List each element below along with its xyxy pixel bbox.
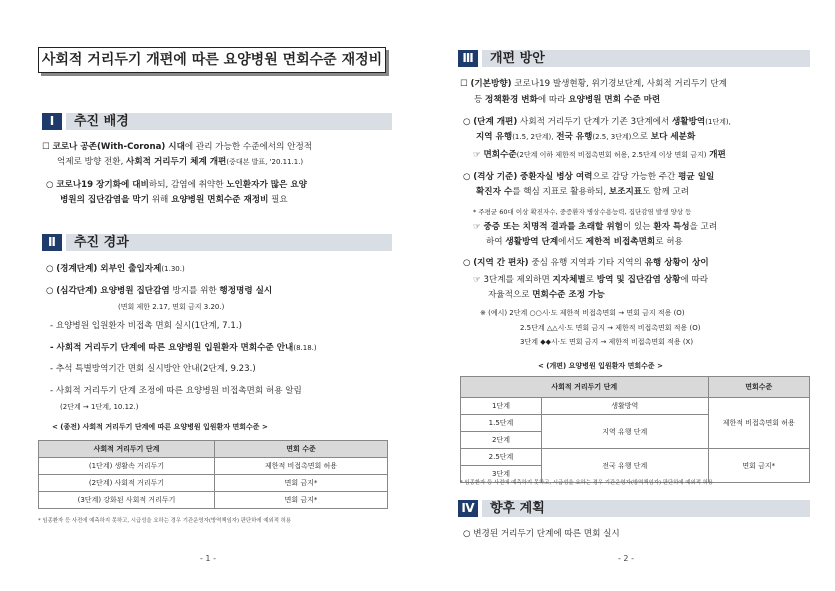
table-cell: (1단계) 생활속 거리두기	[39, 458, 215, 475]
footnote: * 임종환자 등 사전에 예측하지 못하고, 시급성을 요하는 경우 기관운영자(방역책임자) 판단하에 예외적 허용	[460, 480, 714, 486]
page-number: - 2 -	[618, 554, 634, 563]
table-cell: 제한적 비접촉면회 허용	[708, 398, 809, 449]
paragraph: ☐ 코로나 공존(With-Corona) 시대에 관리 가능한 수준에서의 안정적	[42, 142, 313, 152]
example-line: 2.5단계 △△시·도 면회 금지 → 제한적 비접촉면회 적용 (O)	[520, 324, 701, 332]
table-cell: 3단계	[461, 466, 542, 483]
table-cell: 2.5단계	[461, 449, 542, 466]
section-heading-background	[458, 500, 810, 517]
paragraph: ○ 변경된 거리두기 단계에 따른 면회 실시	[463, 529, 620, 539]
table-cell: 전국 유행 단계	[542, 449, 709, 483]
table-cell: 면회 금지*	[215, 475, 388, 492]
paragraph: ○ (지역 간 편차) 중심 유행 지역과 기타 지역의 유행 상황이 상이	[463, 258, 709, 268]
table-cell: 제한적 비접촉면회 허용	[215, 458, 388, 475]
table-row	[39, 458, 388, 475]
paragraph: 하여 생활방역 단계에서도 제한적 비접촉면회로 허용	[486, 237, 683, 247]
list-item: (2단계 → 1단계, 10.12.)	[60, 403, 139, 411]
paragraph: 억제로 방향 전환, 사회적 거리두기 체계 개편(중대본 발표, '20.11.1.)	[57, 157, 304, 167]
paragraph: ☐ (기본방향) 코로나19 발생현황, 위기경보단계, 사회적 거리두기 단계	[460, 79, 727, 89]
table-header: 면회수준	[708, 377, 809, 398]
table-row	[461, 398, 810, 415]
list-item: ○ (경계단계) 외부인 출입자제(1.30.)	[46, 264, 185, 274]
section-number: Ⅳ	[458, 500, 478, 517]
section-label: 향후 계획	[482, 500, 810, 517]
page-2	[418, 0, 835, 591]
table-caption: < (종전) 사회적 거리두기 단계에 따른 요양병원 입원환자 면회수준 >	[52, 423, 268, 431]
table-cell: 1.5단계	[461, 415, 542, 432]
paragraph: ☞ 중증 또는 치명적 결과를 초래할 위험이 있는 환자 특성을 고려	[473, 222, 718, 232]
page-number: - 1 -	[200, 554, 216, 563]
paragraph: 자율적으로 면회수준 조정 가능	[488, 290, 605, 300]
section-number: Ⅰ	[42, 113, 62, 130]
list-item: ○ (심각단계) 요양병원 집단감염 방지를 위한 행정명령 실시	[46, 286, 273, 296]
footnote: * 임종환자 등 사전에 예측하지 못하고, 시급성을 요하는 경우 기관운영자(방역책임자) 판단하에 예외적 허용	[38, 518, 292, 524]
paragraph: ☞ 3단계를 제외하면 지자체별로 방역 및 집단감염 상황에 따라	[473, 275, 709, 285]
list-item: (면회 제한 2.17, 면회 금지 3.20.)	[118, 303, 225, 311]
section-heading-background	[42, 113, 392, 130]
table-header: 면회 수준	[215, 441, 388, 458]
example-line: ※ (예시) 2단계 ○○시·도 제한적 비접촉면회 → 면회 금지 적용 (O)	[480, 309, 685, 317]
table-before	[38, 440, 388, 509]
table-row	[39, 492, 388, 509]
paragraph: ○ (단계 개편) 사회적 거리두기 단계가 기존 3단계에서 생활방역(1단계),	[463, 117, 731, 127]
table-cell: 생활방역	[542, 398, 709, 415]
list-item: - 요양병원 입원환자 비접촉 면회 실시(1단계, 7.1.)	[50, 321, 242, 331]
section-label: 추진 배경	[66, 113, 392, 130]
table-header: 사회적 거리두기 단계	[461, 377, 709, 398]
section-heading-background	[42, 234, 392, 251]
section-label: 추진 경과	[66, 234, 392, 251]
table-caption: < (개편) 요양병원 입원환자 면회수준 >	[538, 362, 663, 370]
paragraph: ○ 코로나19 장기화에 대비하되, 감염에 취약한 노인환자가 많은 요양	[46, 180, 307, 190]
list-item: - 사회적 거리두기 단계에 따른 요양병원 입원환자 면회수준 안내(8.18.)	[50, 343, 317, 353]
table-after	[460, 376, 810, 483]
paragraph: 지역 유행(1.5, 2단계), 전국 유행(2.5, 3단계)으로 보다 세분화	[476, 132, 696, 142]
note: * 주평균 60대 이상 확진자수, 중증환자 병상수용능력, 집단감염 발생 양상 등	[473, 208, 692, 216]
section-number: Ⅲ	[458, 50, 478, 67]
table-cell: 지역 유행 단계	[542, 415, 709, 449]
table-cell: 1단계	[461, 398, 542, 415]
paragraph: 병원의 집단감염을 막기 위해 요양병원 면회수준 재정비 필요	[60, 195, 288, 205]
section-number: Ⅱ	[42, 234, 62, 251]
document-title: 사회적 거리두기 개편에 따른 요양병원 면회수준 재정비	[38, 47, 386, 73]
table-cell: 면회 금지*	[708, 449, 809, 483]
table-cell: (3단계) 강화된 사회적 거리두기	[39, 492, 215, 509]
example-line: 3단계 ◆◆시·도 면회 금지 → 제한적 비접촉면회 적용 (X)	[520, 338, 694, 346]
paragraph: ☞ 면회수준(2단계 이하 제한적 비접촉면회 허용, 2.5단계 이상 면회 금지) 개편	[473, 150, 726, 160]
paragraph: 등 정책환경 변화에 따라 요양병원 면회 수준 마련	[474, 95, 661, 105]
paragraph: ○ (격상 기준) 중환자실 병상 여력으로 감당 가능한 주간 평균 일일	[463, 172, 715, 182]
table-header: 사회적 거리두기 단계	[39, 441, 215, 458]
list-item: - 추석 특별방역기간 면회 실시방안 안내(2단계, 9.23.)	[50, 364, 256, 374]
table-row	[39, 475, 388, 492]
list-item: - 사회적 거리두기 단계 조정에 따른 요양병원 비접촉면회 허용 알림	[50, 386, 302, 396]
table-row	[461, 449, 810, 466]
paragraph: 확진자 수를 핵심 지표로 활용하되, 보조지표도 함께 고려	[476, 187, 690, 197]
section-label: 개편 방안	[482, 50, 810, 67]
table-cell: 2단계	[461, 432, 542, 449]
table-cell: 면회 금지*	[215, 492, 388, 509]
section-heading-background	[458, 50, 810, 67]
table-cell: (2단계) 사회적 거리두기	[39, 475, 215, 492]
